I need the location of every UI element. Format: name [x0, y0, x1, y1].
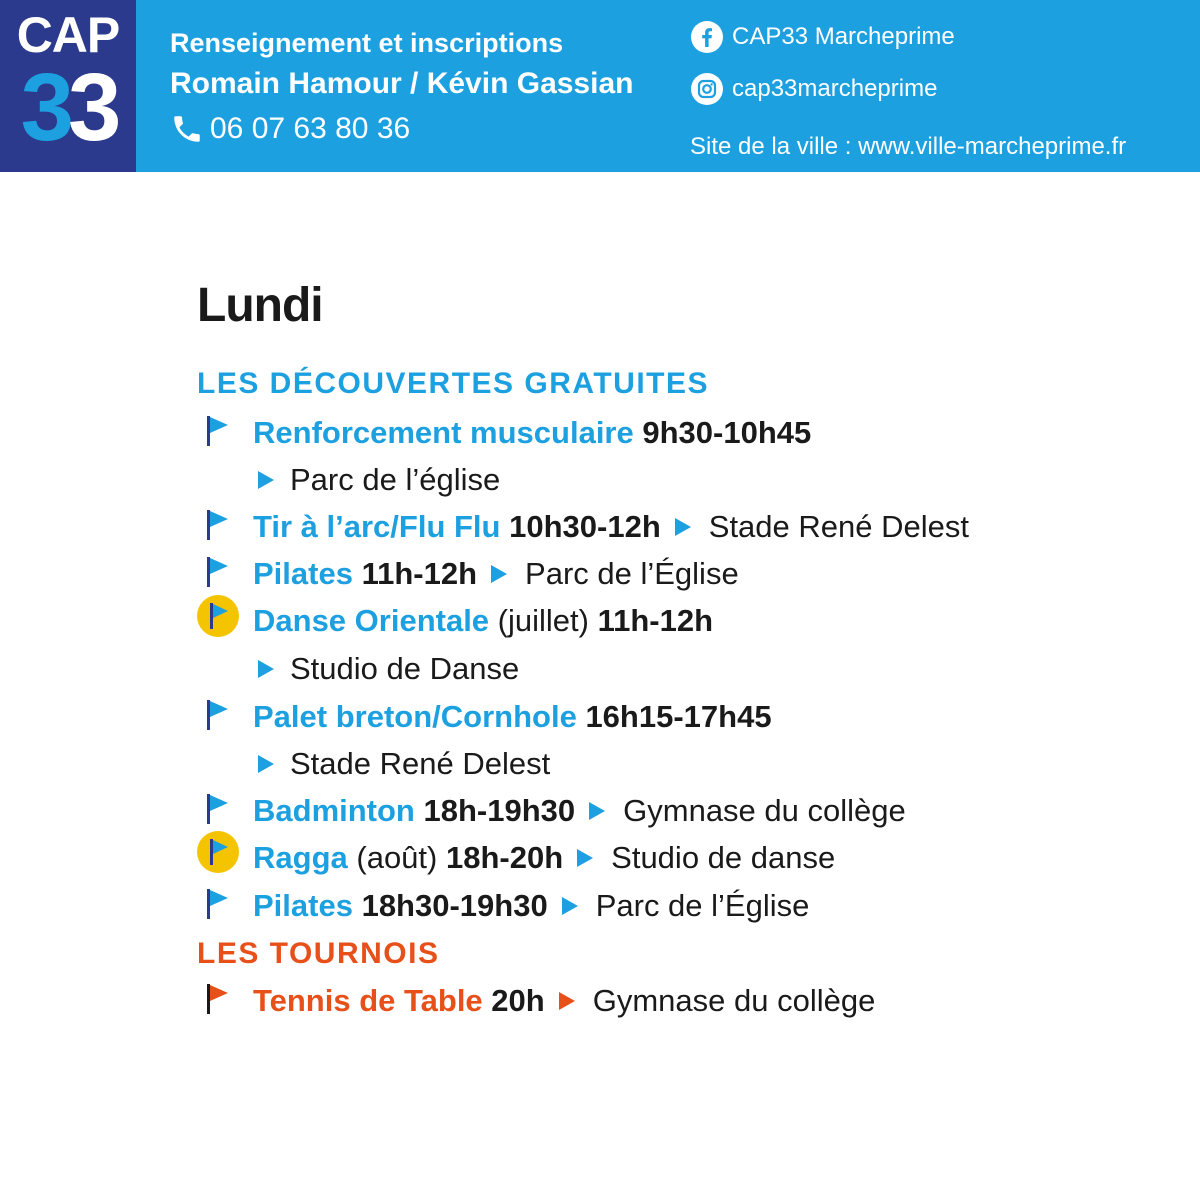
activity-time: 16h15-17h45 — [585, 699, 772, 734]
activity-row — [253, 695, 772, 739]
activity-place: Parc de l’église — [290, 462, 501, 497]
activity-place: Parc de l’Église — [595, 888, 810, 923]
play-arrow-icon — [258, 660, 274, 678]
instagram-row[interactable] — [690, 70, 1126, 108]
flag-icon — [204, 414, 232, 448]
flag-icon — [204, 982, 232, 1016]
activity-time: 10h30-12h — [509, 509, 661, 544]
play-arrow-icon — [491, 565, 507, 583]
yellow-circle-flag-icon — [196, 594, 240, 638]
activity-name: Pilates — [253, 556, 353, 591]
contact-block — [170, 24, 633, 152]
facebook-icon — [690, 20, 724, 54]
activity-note: (juillet) — [497, 603, 589, 638]
activity-place: Studio de danse — [611, 840, 836, 875]
play-arrow-icon — [258, 471, 274, 489]
activity-row — [253, 884, 809, 928]
activity-name: Renforcement musculaire — [253, 415, 634, 450]
activity-name: Tir à l’arc/Flu Flu — [253, 509, 501, 544]
activity-location-row — [258, 742, 550, 786]
contact-title: Renseignement et inscriptions — [170, 28, 564, 58]
flag-icon — [204, 508, 232, 542]
activity-place: Gymnase du collège — [623, 793, 906, 828]
activity-row — [253, 552, 739, 596]
logo-digit-2: 3 — [68, 54, 116, 161]
logo-cap-text: CAP — [16, 7, 120, 63]
play-arrow-icon — [675, 518, 691, 536]
activity-note: (août) — [356, 840, 438, 875]
flag-icon — [204, 698, 232, 732]
activity-time: 9h30-10h45 — [642, 415, 812, 450]
logo-digit-1: 3 — [20, 54, 68, 161]
facebook-label: CAP33 Marcheprime — [732, 23, 955, 50]
flag-icon — [204, 792, 232, 826]
activity-place: Stade René Delest — [708, 509, 969, 544]
instagram-label: cap33marcheprime — [732, 75, 938, 102]
activity-time: 11h-12h — [361, 556, 478, 591]
tournament-place: Gymnase du collège — [592, 983, 876, 1018]
activity-name: Danse Orientale — [253, 603, 490, 638]
activity-location-row — [258, 458, 500, 502]
flag-icon — [204, 887, 232, 921]
yellow-circle-flag-icon — [196, 830, 240, 874]
activity-row — [253, 789, 906, 833]
social-block — [690, 18, 1126, 166]
activity-location-row — [258, 647, 519, 691]
activity-name: Ragga — [253, 840, 348, 875]
play-arrow-icon — [577, 849, 593, 867]
activity-place: Stade René Delest — [290, 746, 551, 781]
phone-line — [170, 106, 633, 152]
activity-name: Palet breton/Cornhole — [253, 699, 577, 734]
phone-icon — [170, 112, 204, 146]
logo-33-text — [0, 54, 136, 161]
section-discoveries-title: LES DÉCOUVERTES GRATUITES — [197, 367, 709, 400]
play-arrow-icon — [562, 897, 578, 915]
header-banner — [0, 0, 1200, 172]
flag-icon — [204, 555, 232, 589]
play-arrow-icon — [589, 802, 605, 820]
city-website[interactable]: Site de la ville : www.ville-marcheprime.fr — [690, 133, 1127, 160]
activity-time: 18h30-19h30 — [361, 888, 548, 923]
phone-number[interactable]: 06 07 63 80 36 — [210, 112, 411, 145]
activity-name: Pilates — [253, 888, 353, 923]
activity-row — [253, 411, 811, 455]
activity-place: Parc de l’Église — [525, 556, 739, 591]
contact-names: Romain Hamour / Kévin Gassian — [170, 67, 634, 100]
activity-row — [253, 505, 969, 549]
cap33-logo — [0, 0, 136, 172]
activity-time: 18h-19h30 — [423, 793, 576, 828]
activity-row — [253, 599, 713, 643]
day-title: Lundi — [197, 279, 323, 332]
activity-time: 11h-12h — [597, 603, 714, 638]
tournament-name: Tennis de Table — [253, 983, 483, 1018]
tournament-time: 20h — [491, 983, 545, 1018]
activity-place: Studio de Danse — [290, 651, 520, 686]
activity-time: 18h-20h — [445, 840, 564, 875]
tournament-row — [253, 979, 875, 1023]
facebook-row[interactable] — [690, 18, 1126, 56]
activity-name: Badminton — [253, 793, 415, 828]
instagram-icon — [690, 72, 724, 106]
section-tournaments-title: LES TOURNOIS — [197, 937, 440, 970]
play-arrow-icon — [559, 992, 575, 1010]
play-arrow-icon — [258, 755, 274, 773]
activity-row — [253, 836, 835, 880]
